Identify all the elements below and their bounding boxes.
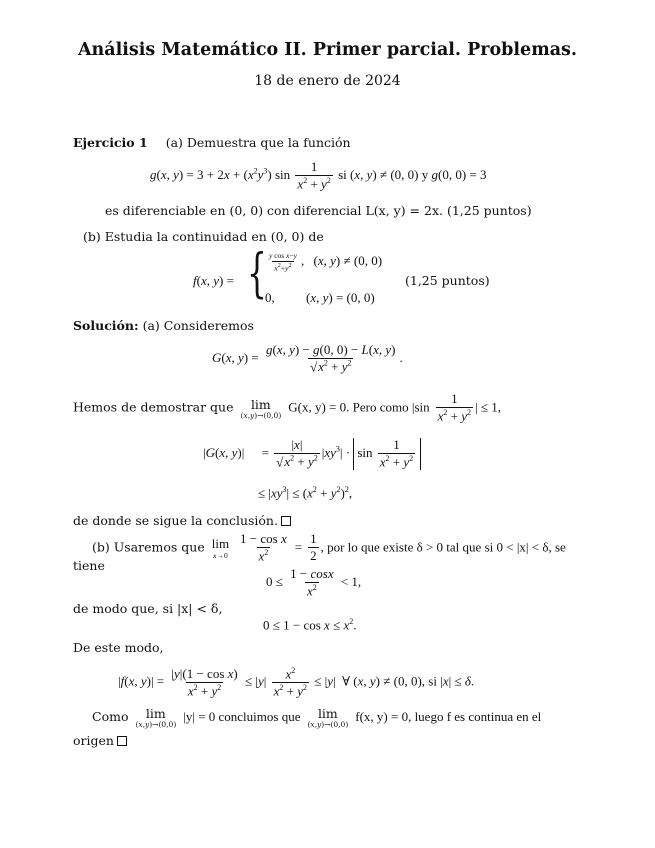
- piecewise-case-2: 0, (x, y) = (0, 0): [265, 290, 375, 305]
- solution-label: Solución:: [73, 318, 139, 333]
- de-modo-text: de modo que, si |x| < δ,: [73, 601, 223, 616]
- origen-text: origen: [73, 733, 114, 748]
- piecewise-f-lhs: f(x, y) =: [193, 273, 234, 288]
- piecewise-case-1: $\frac{\text{y cos x−y}}{x^2+y^2}$ , (x, y) ≠ (0, 0): [269, 251, 383, 273]
- part-a-intro: (a) Demuestra que la función: [165, 135, 351, 150]
- por-lo-text: , por lo que existe δ > 0 tal que si 0 < |x| < δ, se: [320, 539, 566, 555]
- exercise-heading-line: [73, 135, 351, 150]
- qed-box: [281, 516, 291, 526]
- equation-G-definition: G(x, y) = $\frac{g(x, y) - g(0, 0) - L(x, y)}{√x^2 + y^2}$ .: [212, 342, 403, 375]
- qed-box-final: [117, 736, 127, 746]
- pero-text: G(x, y) = 0. Pero como |sin: [288, 399, 430, 415]
- hemos-text: Hemos de demostrar que: [73, 399, 234, 415]
- tiene-text: tiene: [73, 558, 105, 573]
- equation-cos-x2: $0 \le 1 - \cos x \le x^2$.: [263, 617, 357, 633]
- part-b-points: (1,25 puntos): [405, 273, 490, 288]
- como-line: Como lim (x,y)→(0,0) |y| = 0 concluimos que lim (x,y)→(0,0) f(x, y) = 0, luego f es continua en el: [92, 706, 542, 729]
- page-title: Análisis Matemático II. Primer parcial. Problemas.: [77, 40, 577, 60]
- left-brace: {: [247, 244, 267, 304]
- usaremos-text: (b) Usaremos que: [92, 539, 205, 555]
- origen-line: [73, 733, 127, 748]
- equation-abs-G-line1: |G(x, y)| = $\frac{|x|}{√x^2 + y^2}$ $|xy^3| \cdot \sin$ $\frac{1}{x^2 + y^2}$: [203, 438, 421, 470]
- hemos-line: Hemos de demostrar que lim (x,y)→(0,0) G(x, y) = 0. Pero como |sin $\frac{1}{x^2 + y^2}$ | ≤ 1,: [73, 391, 502, 424]
- part-a-tail: es diferenciable en (0, 0) con diferencial L(x, y) = 2x. (1,25 puntos): [105, 203, 532, 218]
- solution-heading-line: [73, 318, 254, 333]
- equation-cos-bound: 0 ≤ $\frac{1 - \cos x}{x^2}$ < 1,: [266, 566, 362, 599]
- de-este-text: De este modo,: [73, 640, 164, 655]
- equation-abs-G-line2: ≤ $|xy^3| \le (x^2 + y^2)^2$,: [258, 485, 353, 501]
- concluimos-text: |y| = 0 concluimos que: [183, 708, 301, 724]
- como-text: Como: [92, 708, 129, 724]
- equation-g-definition: g(x, $y) = 3 + 2x + (x^2y^3)$ sin $\frac{1}{x^2 + y^2}$ si (x, y) ≠ (0, 0) y g(0, 0) = 3: [150, 159, 487, 192]
- luego-text: f(x, y) = 0, luego f es continua en el: [355, 708, 542, 724]
- conclusion-a: [73, 513, 291, 528]
- exercise-label: Ejercicio 1: [73, 135, 148, 150]
- limit-operator: lim (x,y)→(0,0): [240, 396, 282, 420]
- page-date: 18 de enero de 2024: [254, 73, 401, 89]
- de-donde-text: de donde se sigue la conclusión.: [73, 513, 278, 528]
- part-b-intro: (b) Estudia la continuidad en (0, 0) de: [83, 229, 324, 244]
- usaremos-line: (b) Usaremos que lim x→0 $\frac{\text{1 − cos x}}{x^2}$ = $\frac{1}{2}$ , por lo que existe δ > 0 tal que si 0 < |x| < δ, se: [92, 531, 566, 564]
- solution-a-intro: (a) Consideremos: [142, 318, 254, 333]
- equation-f-bound: |f(x, y)| = $\frac{\text{|y|(1 − cos x)}}{x^2 + y^2}$ ≤ |y| $\frac{x^2}{x^2 + y^2}$ ≤ |y| ∀ (x, y) ≠ (0, 0), si |x| ≤ δ.: [118, 665, 475, 699]
